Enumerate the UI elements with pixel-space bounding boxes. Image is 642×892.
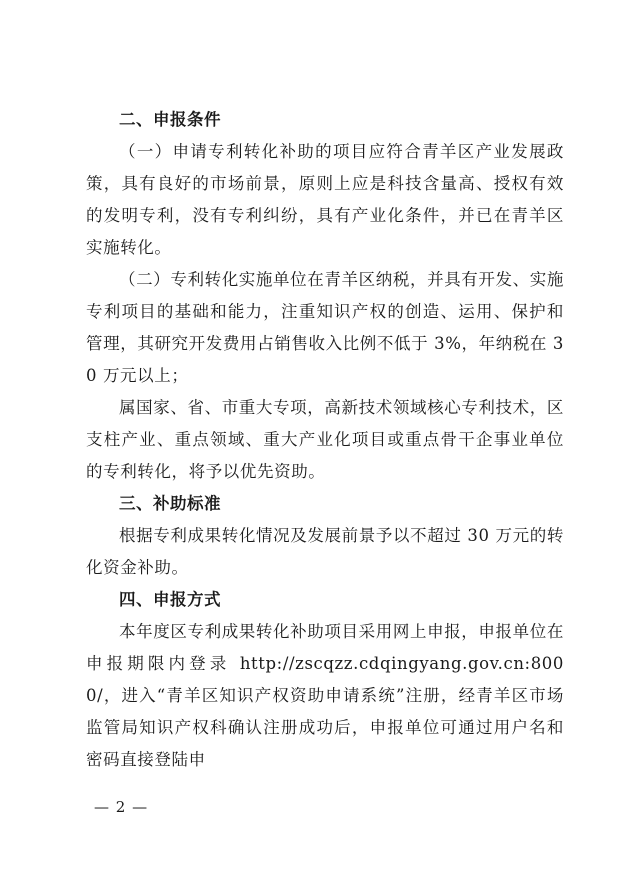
document-body bbox=[86, 104, 564, 776]
page-number: — 2 — bbox=[94, 798, 149, 816]
paragraph: 属国家、省、市重大专项，高新技术领域核心专利技术，区支柱产业、重点领域、重大产业化项目或重点骨干企事业单位的专利转化，将予以优先资助。 bbox=[86, 398, 564, 481]
paragraph: （二）专利转化实施单位在青羊区纳税，并具有开发、实施专利项目的基础和能力，注重知识产权的创造、运用、保护和管理，其研究开发费用占销售收入比例不低于 3%，年纳税在 30 万元以上； bbox=[86, 270, 564, 385]
section-heading-subsidy-standard: 三、补助标准 bbox=[119, 494, 221, 513]
paragraph: 根据专利成果转化情况及发展前景予以不超过 30 万元的转化资金补助。 bbox=[86, 526, 564, 577]
paragraph: 本年度区专利成果转化补助项目采用网上申报，申报单位在申报期限内登录 http://zscqzz.cdqingyang.gov.cn:8000/，进入“青羊区知识产权资助申请系统”注册，经青羊区市场监管局知识产权科确认注册成功后，申报单位可通过用户名和密码直接登陆申 bbox=[86, 622, 564, 769]
paragraph: （一）申请专利转化补助的项目应符合青羊区产业发展政策，具有良好的市场前景，原则上应是科技含量高、授权有效的发明专利，没有专利纠纷，具有产业化条件，并已在青羊区实施转化。 bbox=[86, 142, 564, 257]
section-heading-application-conditions: 二、申报条件 bbox=[119, 110, 221, 129]
section-heading-application-method: 四、申报方式 bbox=[119, 590, 221, 609]
